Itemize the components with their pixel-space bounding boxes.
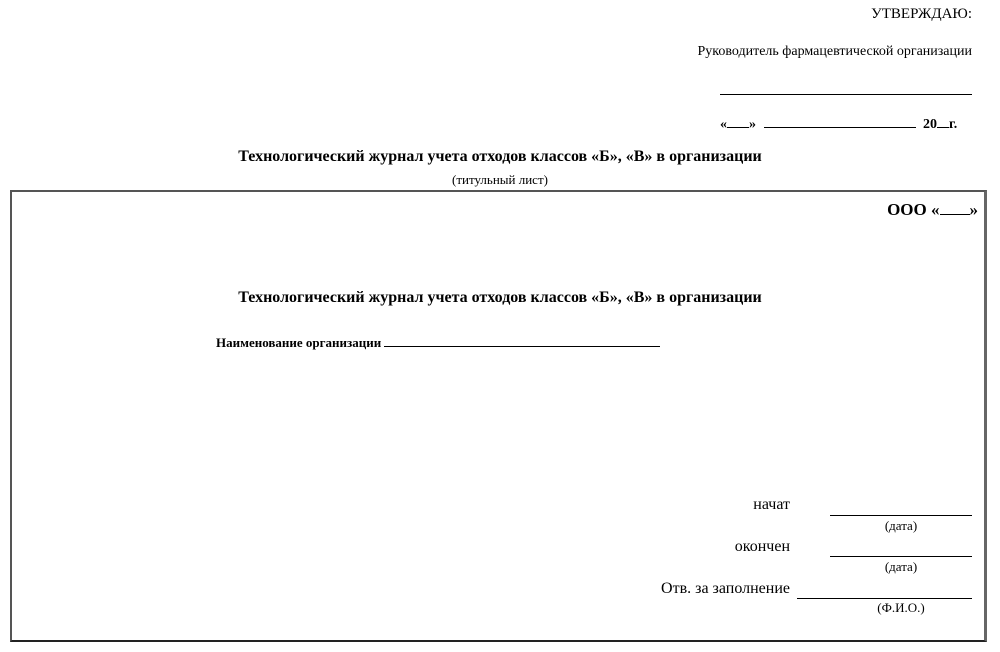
year-blank[interactable] <box>937 115 949 128</box>
org-name-label: Наименование организации <box>216 335 382 350</box>
org-prefix: ООО « <box>887 200 940 219</box>
org-name-field[interactable] <box>384 334 660 347</box>
org-name-row <box>216 334 660 351</box>
journal-title: Технологический журнал учета отходов классов «Б», «В» в организации <box>238 289 762 306</box>
responsible-label: Отв. за заполнение <box>661 580 790 597</box>
started-caption: (дата) <box>884 518 918 533</box>
responsible-name-field[interactable] <box>797 598 972 599</box>
day-blank[interactable] <box>727 115 749 128</box>
org-name-blank[interactable] <box>940 200 970 215</box>
approver-signature-line[interactable] <box>720 94 972 95</box>
organization-header <box>887 200 978 220</box>
finished-date-field[interactable] <box>830 556 972 557</box>
document-subtitle: (титульный лист) <box>452 172 548 187</box>
finished-caption: (дата) <box>884 559 918 574</box>
approval-date-row <box>720 115 972 133</box>
approval-label: УТВЕРЖДАЮ: <box>871 6 972 22</box>
responsible-caption: (Ф.И.О.) <box>877 600 925 615</box>
finished-label: окончен <box>734 538 790 555</box>
quote-open: « <box>720 117 727 132</box>
year-prefix: 20 <box>923 117 937 132</box>
approver-role: Руководитель фармацевтической организации <box>697 44 972 59</box>
started-label: начат <box>753 496 790 513</box>
started-date-field[interactable] <box>830 515 972 516</box>
document-title: Технологический журнал учета отходов классов «Б», «В» в организации <box>238 148 762 165</box>
org-suffix: » <box>969 200 978 219</box>
month-blank[interactable] <box>764 115 916 128</box>
year-suffix: г. <box>949 117 958 132</box>
quote-close: » <box>749 117 756 132</box>
